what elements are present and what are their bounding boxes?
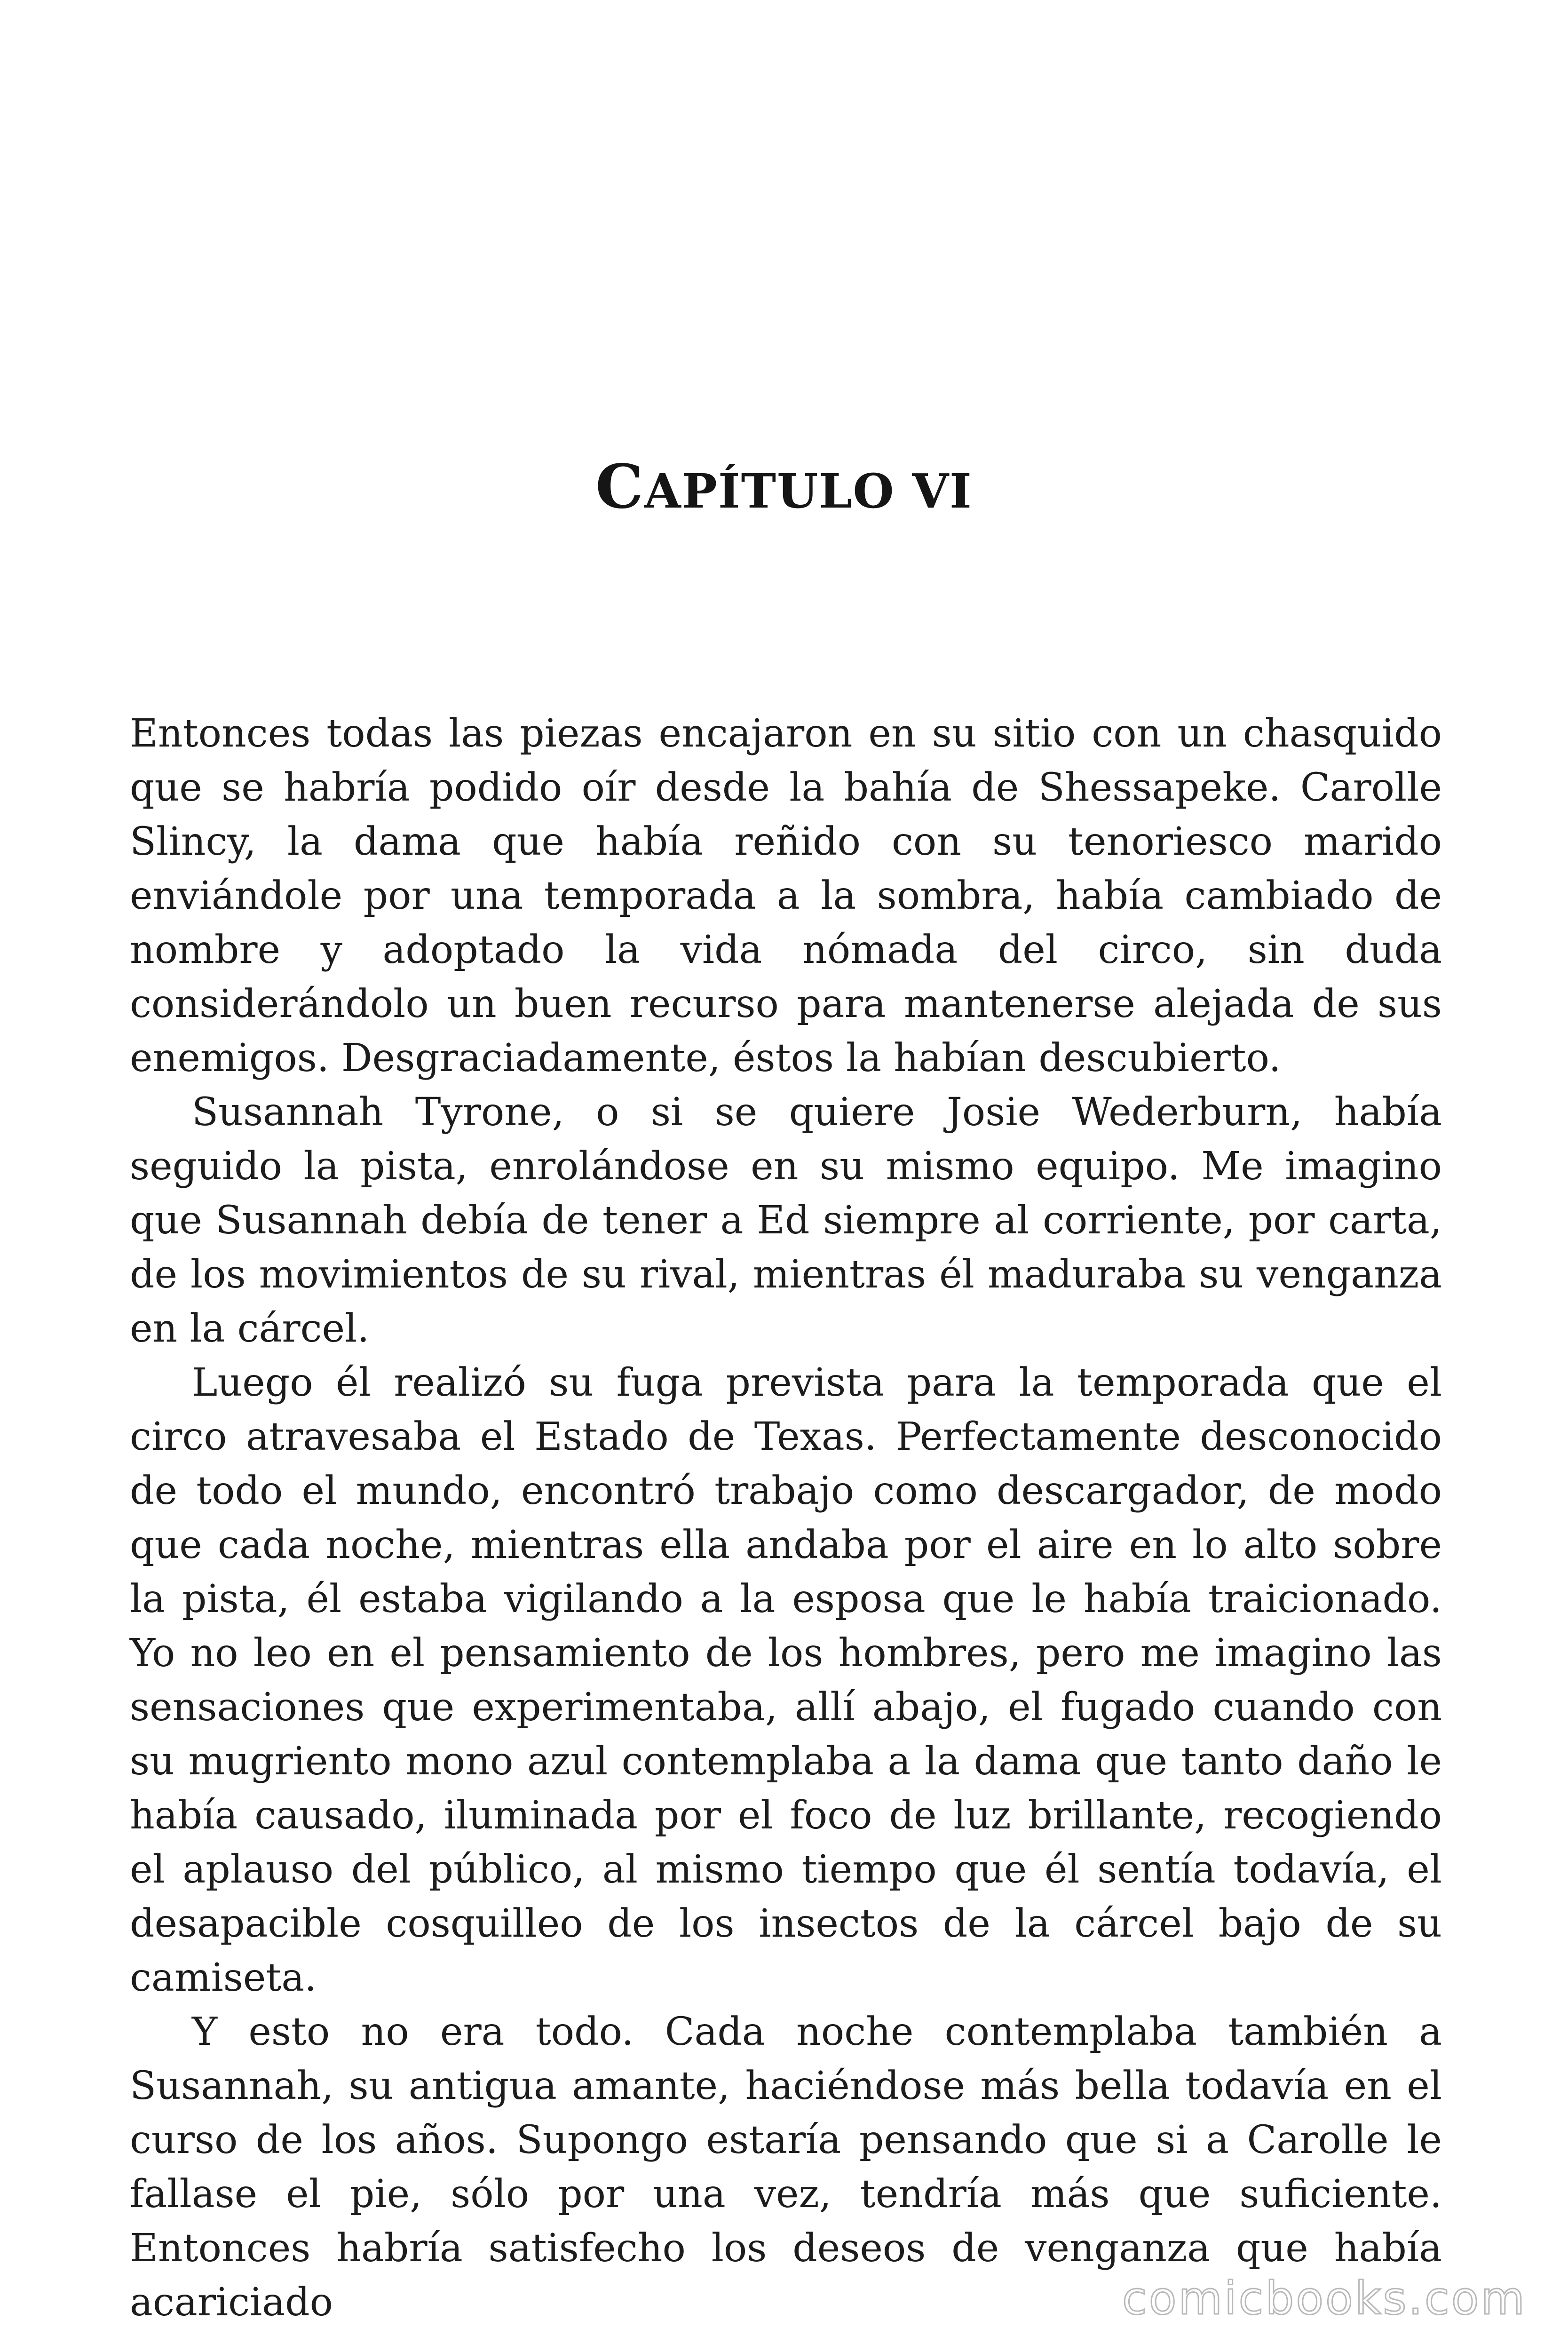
chapter-title [0, 452, 1568, 522]
body-text [130, 707, 1442, 2329]
chapter-title-rest: APÍTULO VI [644, 463, 973, 519]
paragraph-1: Entonces todas las piezas encajaron en su sitio con un chasquido que se habría podido oír desde la bahía de Shessapeke. Carolle Slincy, la dama que había reñido con su tenoriesco marido enviándole por una temporada a la sombra, había cambiado de nombre y adoptado la vida nómada del circo, sin duda considerándolo un buen recurso para mantenerse alejada de sus enemigos. Desgraciadamente, éstos la habían descubierto. [130, 711, 1442, 1081]
paragraph-2: Susannah Tyrone, o si se quiere Josie Wederburn, había seguido la pista, enrolándose en su mismo equipo. Me imagino que Susannah debía de tener a Ed siempre al corriente, por carta, de los movimientos de su rival, mientras él maduraba su venganza en la cárcel. [130, 1090, 1442, 1351]
paragraph-3: Luego él realizó su fuga prevista para la temporada que el circo atravesaba el Estado de Texas. Perfectamente desconocido de todo el mundo, encontró trabajo como descargador, de modo que cada noche, mientras ella andaba por el aire en lo alto sobre la pista, él estaba vigilando a la esposa que le había traicionado. Yo no leo en el pensamiento de los hombres, pero me imagino las sensaciones que experimentaba, allí abajo, el fugado cuando con su mugriento mono azul contemplaba a la dama que tanto daño le había causado, iluminada por el foco de luz brillante, recogiendo el aplauso del público, al mismo tiempo que él sentía todavía, el desapacible cosquilleo de los insectos de la cárcel bajo de su camiseta. [130, 1360, 1442, 2000]
paragraph-4: Y esto no era todo. Cada noche contemplaba también a Susannah, su antigua amante, haciéndose más bella todavía en el curso de los años. Supongo estaría pensando que si a Carolle le fallase el pie, sólo por una vez, tendría más que suficiente. Entonces habría satisfecho los deseos de venganza que había acariciado [130, 2010, 1442, 2325]
watermark: comicbooks.com [1122, 2272, 1527, 2325]
chapter-title-initial: C [595, 452, 645, 522]
